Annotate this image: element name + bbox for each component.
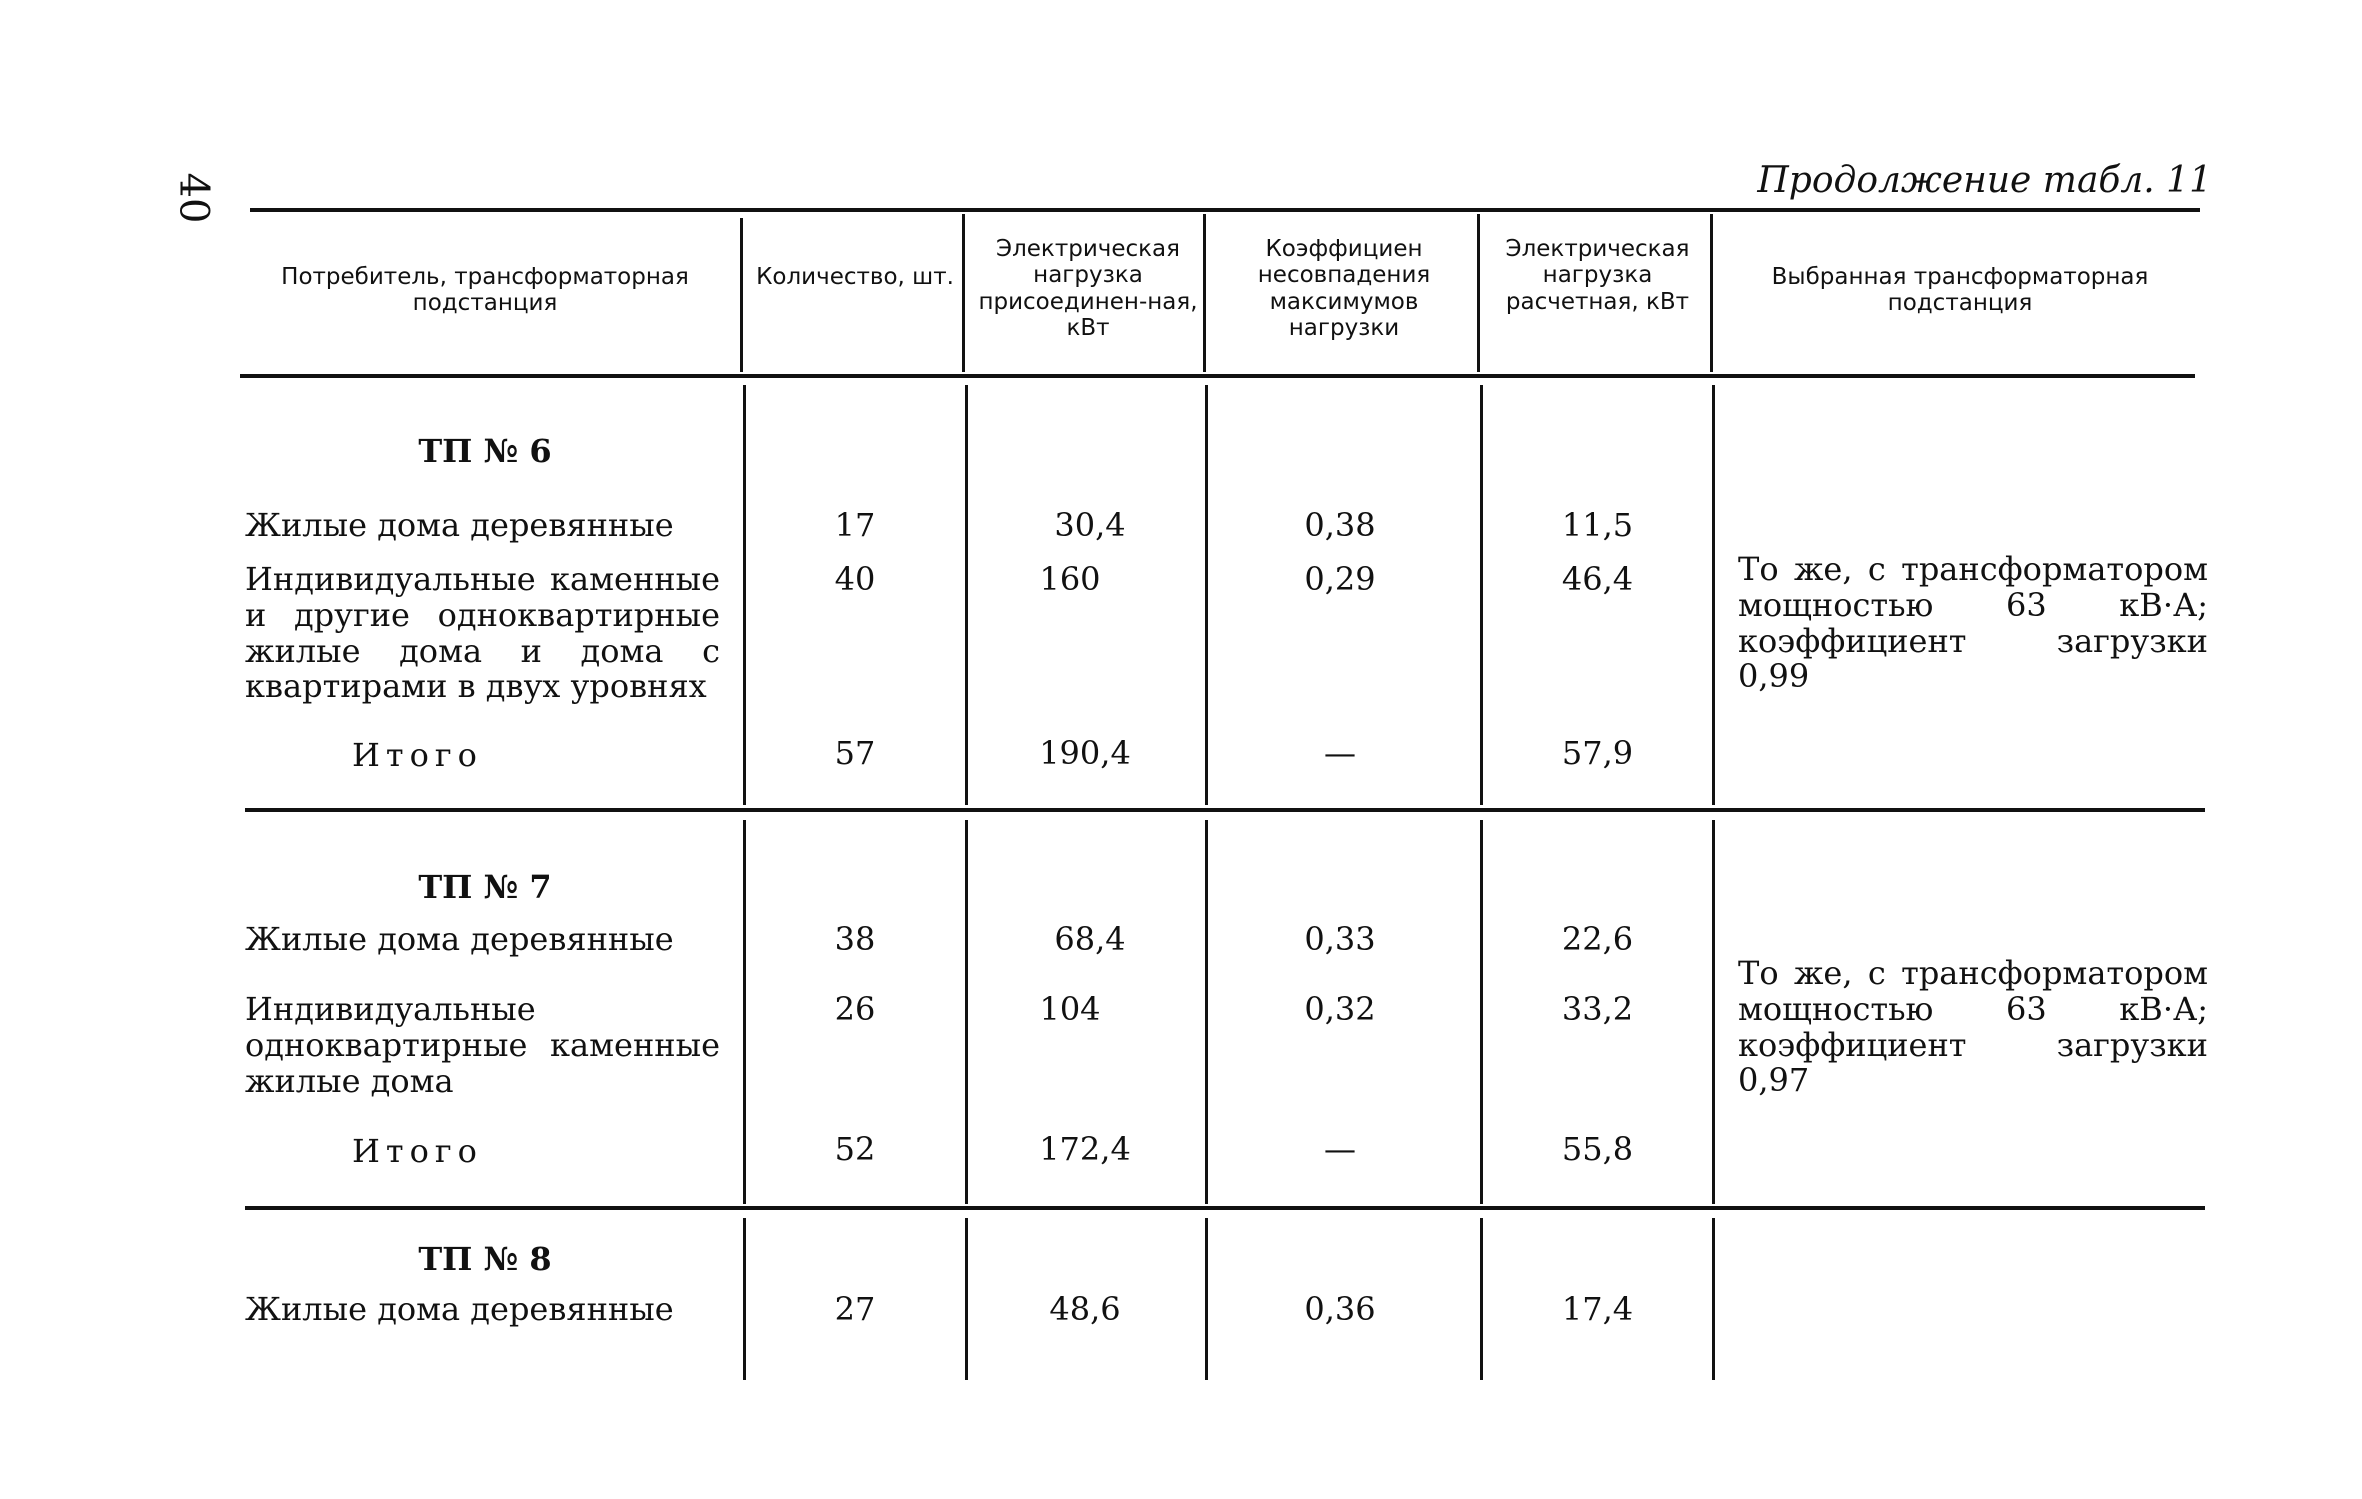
total-connected-load: 190,4 — [1039, 734, 1131, 772]
coefficient-cell: 0,33 — [1304, 920, 1376, 958]
selected-substation-note: То же, с трансформатором мощностью 63 кВ·А; коэффициент загрузки 0,99 — [1738, 550, 2208, 696]
connected-load-cell: 48,6 — [1049, 1290, 1121, 1328]
consumer-cell: Жилые дома деревянные — [245, 1290, 674, 1328]
page-number: 40 — [170, 172, 217, 224]
group-title: ТП № 7 — [418, 868, 552, 906]
total-connected-load: 172,4 — [1039, 1130, 1131, 1168]
total-coefficient: — — [1324, 1130, 1356, 1168]
header-selected-substation: Выбранная трансформаторная подстанция — [1771, 264, 2149, 317]
column-divider — [1480, 385, 1483, 805]
header-consumer: Потребитель, трансформаторная подстанция — [281, 264, 689, 317]
connected-load-cell: 68,4 — [1054, 920, 1126, 958]
header-bottom-rule — [240, 374, 2195, 378]
consumer-cell: Индивидуальные одноквартирные каменные жилые дома — [245, 990, 720, 1100]
quantity-cell: 17 — [834, 506, 876, 544]
group-title: ТП № 8 — [418, 1240, 552, 1278]
quantity-cell: 38 — [834, 920, 876, 958]
total-calculated-load: 55,8 — [1561, 1130, 1634, 1168]
column-divider — [1205, 820, 1208, 1204]
coefficient-cell: 0,36 — [1304, 1290, 1376, 1328]
table-caption: Продолжение табл. 11 — [1757, 160, 2212, 201]
selected-substation-note: То же, с трансформатором мощностью 63 кВ·А; коэффициент загрузки 0,97 — [1738, 954, 2208, 1100]
header-coefficient: Коэффициен несовпадения максимумов нагрузки — [1257, 236, 1431, 342]
calculated-load-cell: 22,6 — [1561, 920, 1634, 958]
column-divider — [962, 214, 965, 372]
header-quantity: Количество, шт. — [756, 264, 954, 290]
column-divider — [1480, 820, 1483, 1204]
consumer-cell: Жилые дома деревянные — [245, 920, 674, 958]
quantity-cell: 26 — [834, 990, 876, 1028]
group-title: ТП № 6 — [418, 432, 552, 470]
column-divider — [743, 820, 746, 1204]
column-divider — [1480, 1218, 1483, 1380]
column-divider — [740, 218, 743, 372]
header-connected-load: Электрическая нагрузка присоединен-ная, кВт — [978, 236, 1198, 342]
header-calculated-load: Электрическая нагрузка расчетная, кВт — [1505, 236, 1690, 315]
quantity-cell: 40 — [834, 560, 876, 598]
column-divider — [965, 820, 968, 1204]
column-divider — [1203, 214, 1206, 372]
calculated-load-cell: 46,4 — [1561, 560, 1634, 598]
quantity-cell: 27 — [834, 1290, 876, 1328]
column-divider — [1205, 385, 1208, 805]
total-quantity: 52 — [834, 1130, 876, 1168]
total-quantity: 57 — [834, 734, 876, 772]
consumer-cell: Индивидуальные каменные и другие одноквартирные жилые дома и дома с квартирами в двух уровнях — [245, 560, 720, 706]
calculated-load-cell: 11,5 — [1561, 506, 1634, 544]
column-divider — [1712, 820, 1715, 1204]
column-divider — [965, 385, 968, 805]
column-divider — [1712, 385, 1715, 805]
connected-load-cell: 30,4 — [1054, 506, 1126, 544]
group-divider-rule — [245, 1206, 2205, 1210]
calculated-load-cell: 33,2 — [1561, 990, 1634, 1028]
total-coefficient: — — [1324, 734, 1356, 772]
connected-load-cell: 160 — [1039, 560, 1101, 598]
table-top-rule — [250, 208, 2200, 212]
coefficient-cell: 0,38 — [1304, 506, 1376, 544]
calculated-load-cell: 17,4 — [1561, 1290, 1634, 1328]
column-divider — [1710, 214, 1713, 372]
coefficient-cell: 0,29 — [1304, 560, 1376, 598]
total-label: Итого — [352, 1132, 483, 1170]
total-calculated-load: 57,9 — [1561, 734, 1634, 772]
total-label: Итого — [352, 736, 483, 774]
column-divider — [743, 385, 746, 805]
column-divider — [1205, 1218, 1208, 1380]
column-divider — [1477, 214, 1480, 372]
consumer-cell: Жилые дома деревянные — [245, 506, 674, 544]
group-divider-rule — [245, 808, 2205, 812]
column-divider — [743, 1218, 746, 1380]
coefficient-cell: 0,32 — [1304, 990, 1376, 1028]
column-divider — [965, 1218, 968, 1380]
column-divider — [1712, 1218, 1715, 1380]
connected-load-cell: 104 — [1039, 990, 1101, 1028]
